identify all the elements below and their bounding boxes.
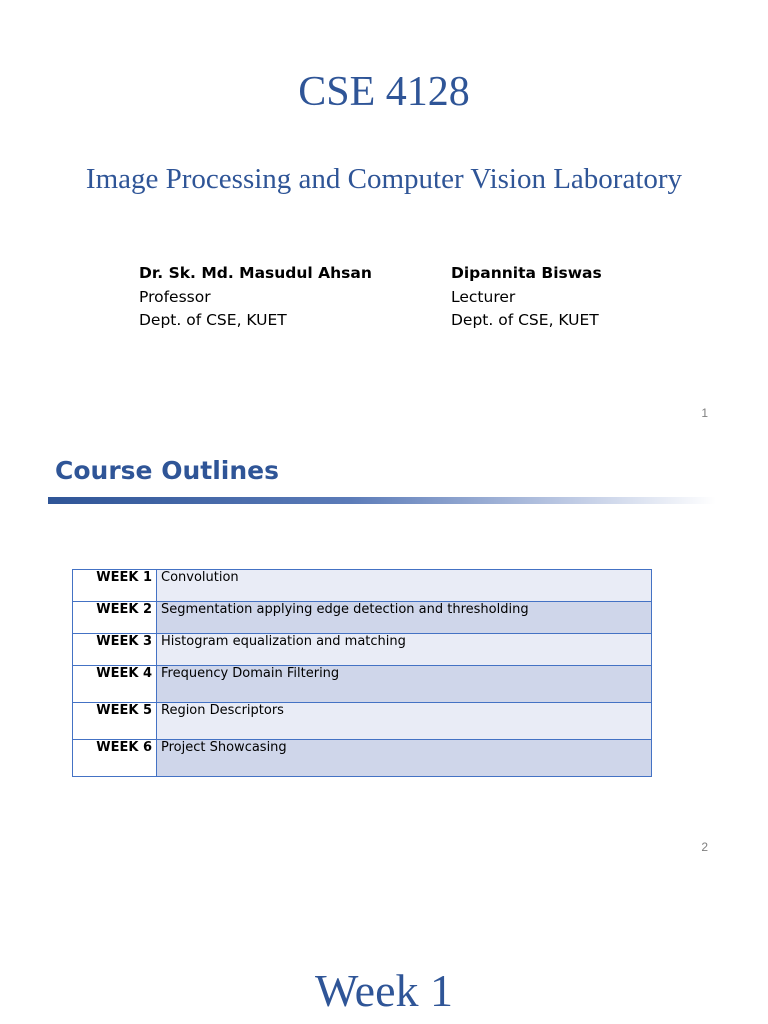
week-topic: Convolution xyxy=(157,570,652,602)
page-number: 1 xyxy=(701,406,708,420)
heading-underline-bar xyxy=(48,497,716,504)
title-slide xyxy=(0,0,768,432)
week-topic: Project Showcasing xyxy=(157,740,652,777)
table-row xyxy=(73,703,652,740)
week-topic: Segmentation applying edge detection and thresholding xyxy=(157,602,652,634)
week-topic: Histogram equalization and matching xyxy=(157,634,652,666)
slide-heading: Course Outlines xyxy=(55,456,279,485)
instructor-name: Dipannita Biswas xyxy=(451,264,602,282)
course-outline-table xyxy=(72,569,652,777)
table-row xyxy=(73,666,652,703)
instructor-position: Professor xyxy=(139,287,211,306)
week-topic: Region Descriptors xyxy=(157,703,652,740)
week-label: WEEK 6 xyxy=(73,740,157,777)
week-label: WEEK 5 xyxy=(73,703,157,740)
week-label: WEEK 4 xyxy=(73,666,157,703)
course-code: CSE 4128 xyxy=(298,69,470,115)
table-row xyxy=(73,602,652,634)
table-row xyxy=(73,740,652,777)
instructor-name: Dr. Sk. Md. Masudul Ahsan xyxy=(139,264,372,282)
course-outline-slide xyxy=(0,432,768,864)
instructor-dept: Dept. of CSE, KUET xyxy=(139,311,287,329)
week-topic: Frequency Domain Filtering xyxy=(157,666,652,703)
course-title: Image Processing and Computer Vision Laboratory xyxy=(85,163,683,195)
week-1-slide xyxy=(0,864,768,1024)
instructor-position: Lecturer xyxy=(451,287,516,306)
week-label: WEEK 1 xyxy=(73,570,157,602)
instructor-2 xyxy=(451,262,602,333)
instructor-1 xyxy=(139,262,372,333)
week-title: Week 1 xyxy=(314,965,454,1016)
table-row xyxy=(73,634,652,666)
table-row xyxy=(73,570,652,602)
instructor-dept: Dept. of CSE, KUET xyxy=(451,311,599,329)
page-number: 2 xyxy=(701,840,708,854)
week-label: WEEK 3 xyxy=(73,634,157,666)
week-label: WEEK 2 xyxy=(73,602,157,634)
